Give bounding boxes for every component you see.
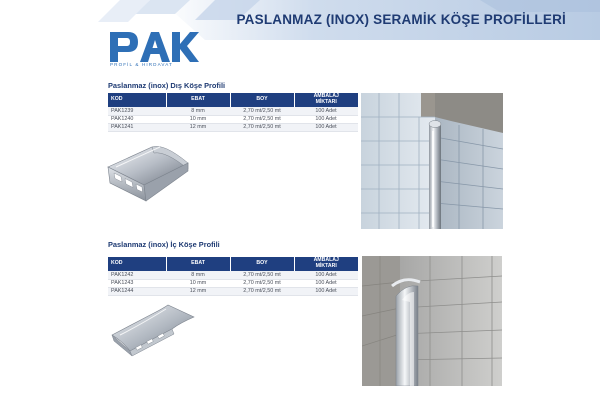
col-header-package [294,257,358,271]
cell-package: 100 Adet [294,271,358,279]
header-banner [0,0,600,40]
table-row [108,107,358,115]
cell-length: 2,70 mt/2,50 mt [230,271,294,279]
cell-size: 8 mm [166,107,230,115]
page-title: PASLANMAZ (INOX) SERAMİK KÖŞE PROFİLLERİ [236,12,566,27]
cell-package: 100 Adet [294,123,358,131]
table-row [108,115,358,123]
cell-package: 100 Adet [294,279,358,287]
col-header-code: KOD [108,257,166,271]
outer-corner-section-title: Paslanmaz (inox) Dış Köşe Profili [108,81,226,90]
pak-logo [108,28,200,74]
inner-corner-spec-table [108,257,358,296]
package-header-line2: MİKTARI [315,99,337,105]
outer-corner-installation-photo [361,93,503,229]
cell-code: PAK1242 [108,271,166,279]
table-row [108,279,358,287]
cell-size: 8 mm [166,271,230,279]
cell-length: 2,70 mt/2,50 mt [230,123,294,131]
col-header-length: BOY [230,93,294,107]
cell-size: 12 mm [166,123,230,131]
cell-code: PAK1240 [108,115,166,123]
cell-code: PAK1241 [108,123,166,131]
cell-package: 100 Adet [294,287,358,295]
col-header-size: EBAT [166,257,230,271]
cell-length: 2,70 mt/2,50 mt [230,279,294,287]
cell-package: 100 Adet [294,107,358,115]
cell-size: 10 mm [166,115,230,123]
inner-corner-profile-image [110,301,196,357]
col-header-code: KOD [108,93,166,107]
cell-size: 12 mm [166,287,230,295]
cell-size: 10 mm [166,279,230,287]
cell-length: 2,70 mt/2,50 mt [230,115,294,123]
table-row [108,271,358,279]
table-header-row [108,257,358,271]
col-header-size: EBAT [166,93,230,107]
logo-tagline: PROFİL & HIRDAVAT [110,62,173,67]
cell-length: 2,70 mt/2,50 mt [230,107,294,115]
cell-package: 100 Adet [294,115,358,123]
col-header-length: BOY [230,257,294,271]
package-header-line1: AMBALAJ [313,93,339,100]
package-header-line2: MİKTARI [315,263,337,269]
table-header-row [108,93,358,107]
cell-code: PAK1244 [108,287,166,295]
table-row [108,123,358,131]
cell-length: 2,70 mt/2,50 mt [230,287,294,295]
table-row [108,287,358,295]
inner-corner-section-title: Paslanmaz (inox) İç Köşe Profili [108,240,220,249]
cell-code: PAK1243 [108,279,166,287]
outer-corner-profile-image [104,141,192,209]
col-header-package [294,93,358,107]
outer-corner-spec-table [108,93,358,132]
cell-code: PAK1239 [108,107,166,115]
package-header-line1: AMBALAJ [313,257,339,264]
inner-corner-installation-photo [362,256,502,386]
